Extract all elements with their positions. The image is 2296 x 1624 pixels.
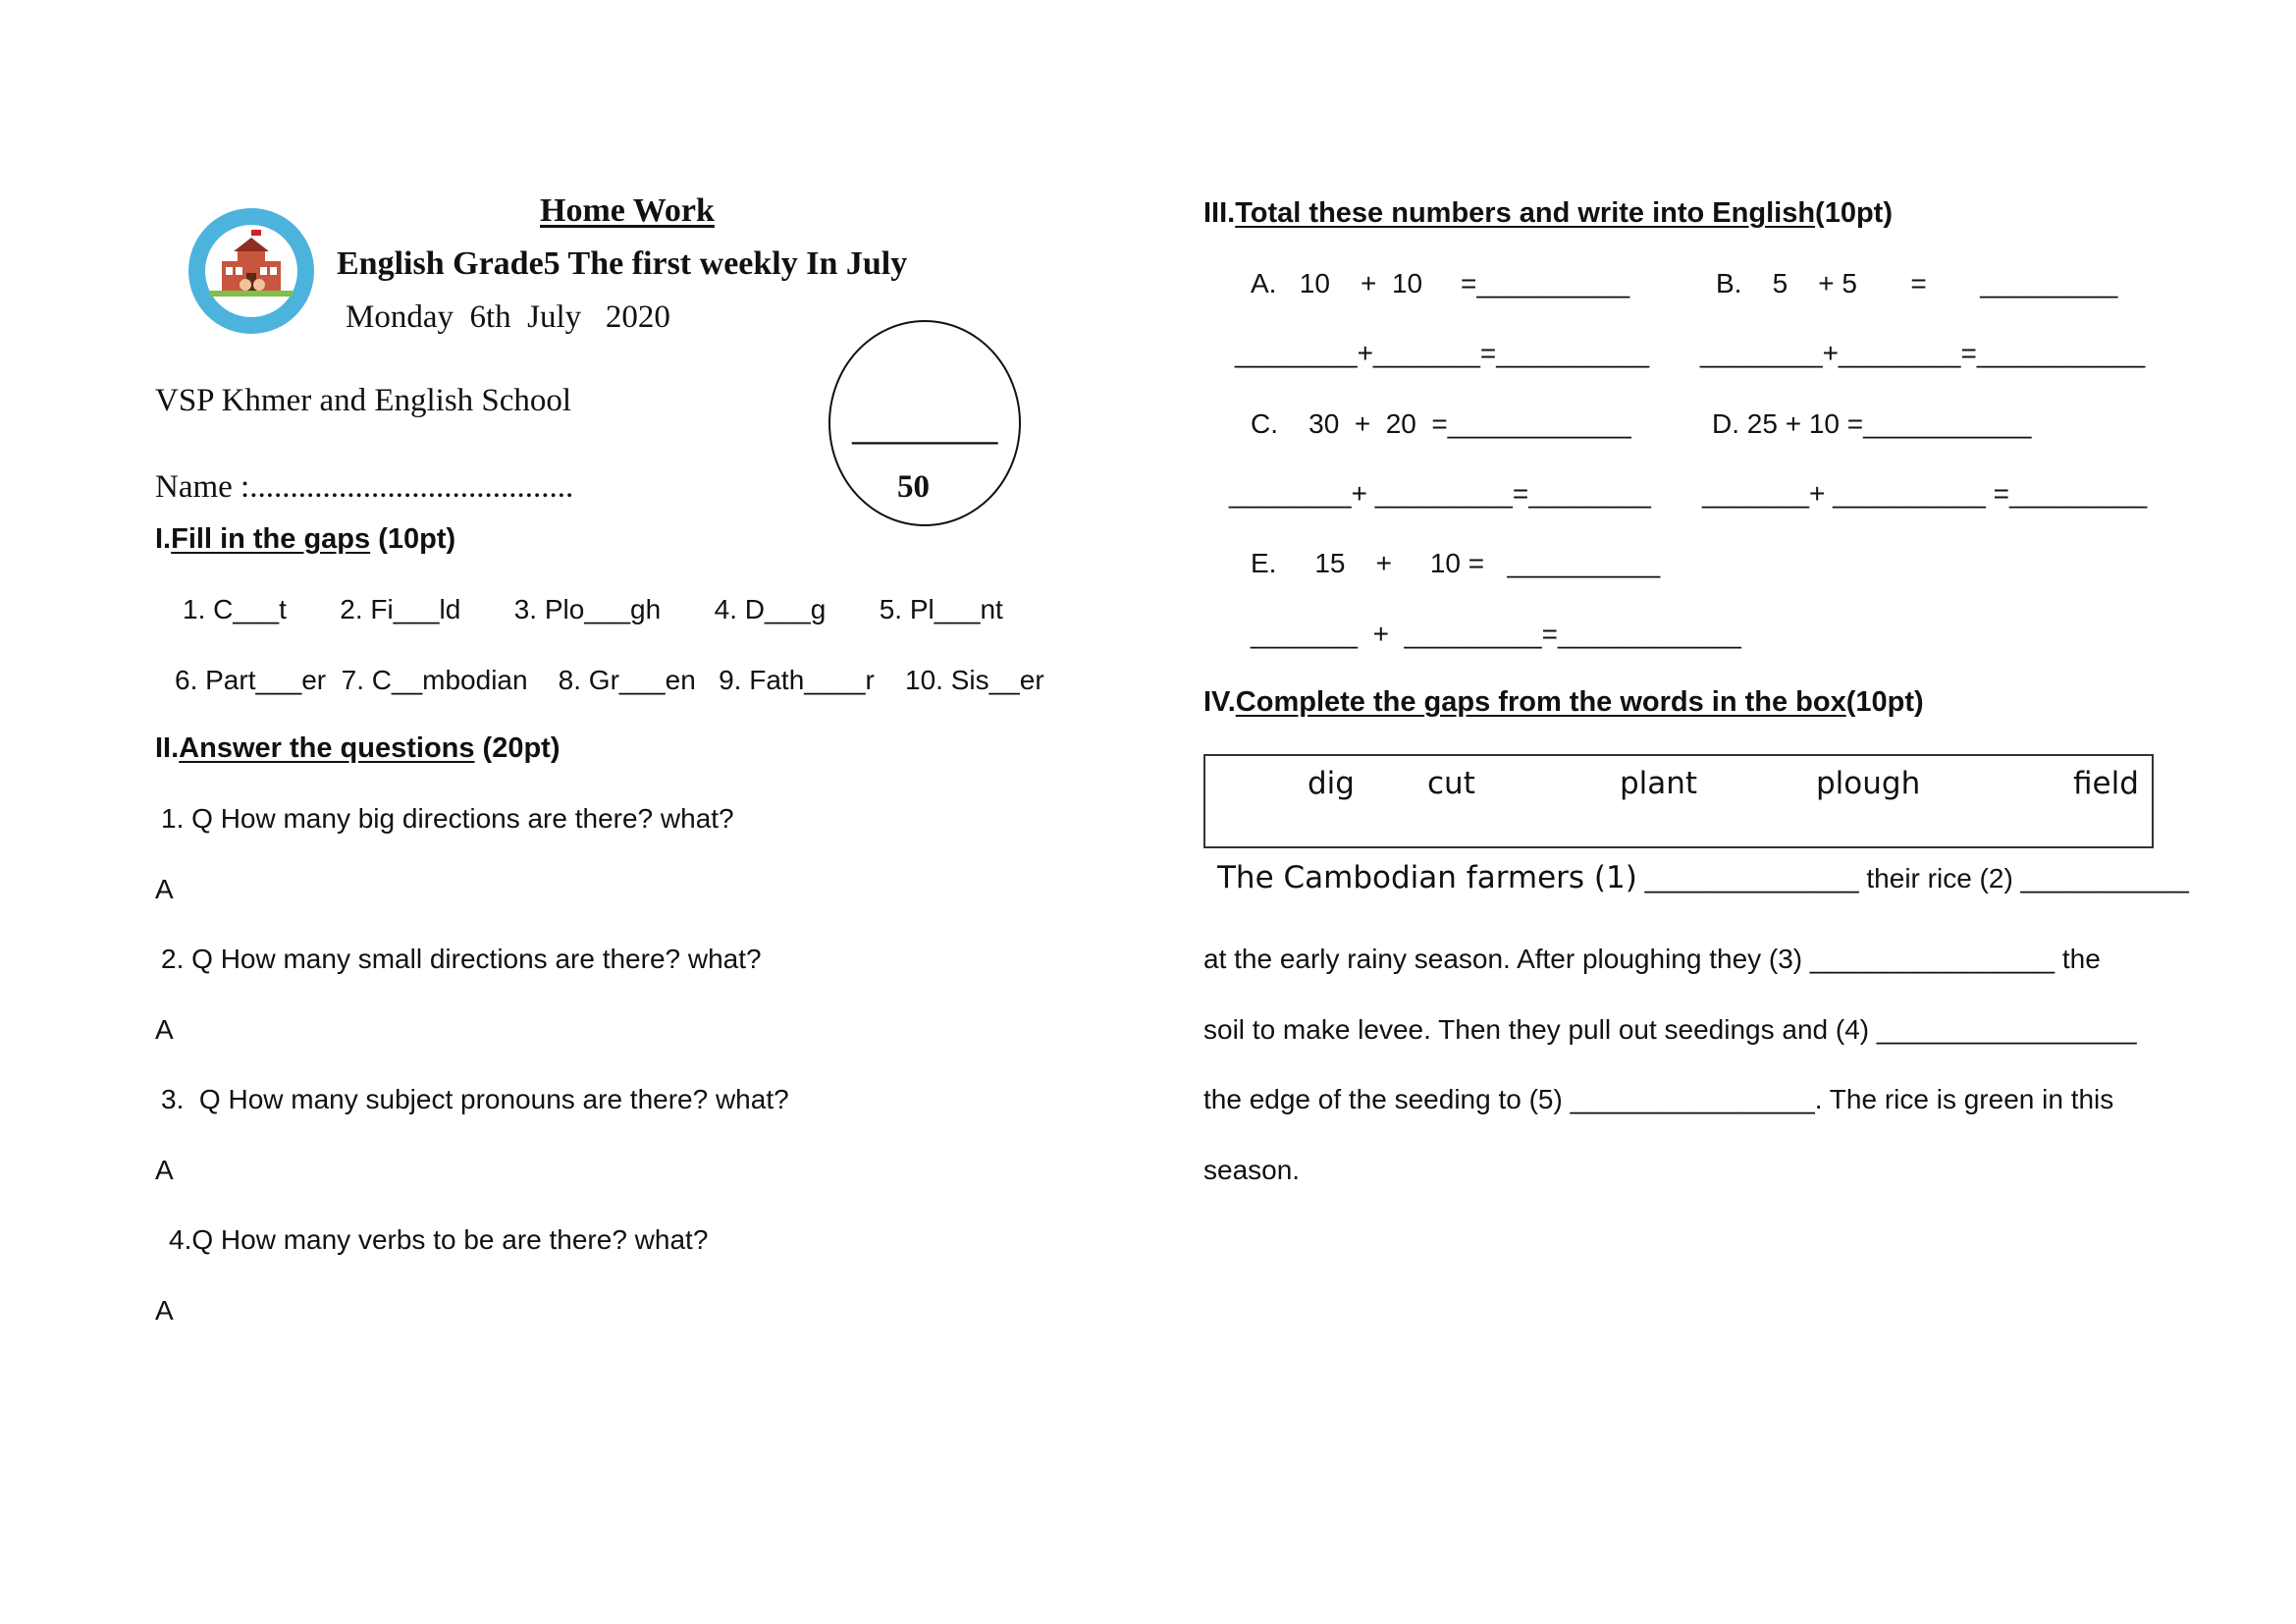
question-2: 2. Q How many small directions are there? what? — [161, 944, 762, 974]
sum-a: A. 10 + 10 =__________ — [1251, 268, 1630, 298]
word-plough: plough — [1816, 766, 1921, 801]
sum-e: E. 15 + 10 = __________ — [1251, 548, 1661, 578]
sum-a-line: ________+_______=__________ — [1235, 338, 1650, 368]
sum-d-line: _______+ __________ =_________ — [1702, 478, 2148, 509]
school-logo-icon — [187, 206, 316, 336]
name-field: Name :........................................ — [155, 469, 574, 505]
question-1: 1. Q How many big directions are there? what? — [161, 803, 734, 834]
answer-2: A — [155, 1014, 174, 1045]
page-title: Home Work — [540, 192, 715, 229]
word-dig: dig — [1308, 766, 1355, 801]
gaps-row-1: 1. C___t 2. Fi___ld 3. Plo___gh 4. D___g 5. Pl___nt — [183, 594, 1003, 624]
word-field: field — [2073, 766, 2139, 801]
question-3: 3. Q How many subject pronouns are there? what? — [161, 1084, 789, 1114]
section-4-heading: IV.Complete the gaps from the words in the box(10pt) — [1203, 686, 1924, 718]
sum-b: B. 5 + 5 = _________ — [1716, 268, 2118, 298]
section-1-heading: I.Fill in the gaps (10pt) — [155, 523, 456, 555]
score-total: 50 — [897, 469, 930, 505]
sum-d: D. 25 + 10 =___________ — [1712, 408, 2032, 439]
school-name: VSP Khmer and English School — [155, 383, 572, 418]
question-4: 4.Q How many verbs to be are there? what? — [169, 1224, 709, 1255]
word-plant: plant — [1620, 766, 1698, 801]
gaps-row-2: 6. Part___er 7. C__mbodian 8. Gr___en 9. Fath____r 10. Sis__er — [175, 665, 1044, 695]
sum-b-line: ________+________=___________ — [1700, 338, 2146, 368]
section-3-heading: III.Total these numbers and write into English(10pt) — [1203, 197, 1893, 229]
word-cut: cut — [1427, 766, 1475, 801]
sum-c-line: ________+ _________=________ — [1229, 478, 1651, 509]
passage-line-2: at the early rainy season. After ploughing they (3) ________________ the — [1203, 944, 2101, 974]
score-blank: _________ — [852, 412, 998, 448]
subtitle: English Grade5 The first weekly In July — [337, 245, 908, 282]
answer-3: A — [155, 1155, 174, 1185]
answer-4: A — [155, 1295, 174, 1326]
passage-line-4: the edge of the seeding to (5) ________________. The rice is green in this — [1203, 1084, 2114, 1114]
passage-line-3: soil to make levee. Then they pull out seedings and (4) _________________ — [1203, 1014, 2137, 1045]
passage-line-1: The Cambodian farmers (1) ______________ their rice (2) ___________ — [1217, 860, 2189, 895]
answer-1: A — [155, 874, 174, 904]
sum-e-line: _______ + _________=____________ — [1251, 619, 1741, 649]
passage-line-5: season. — [1203, 1155, 1301, 1185]
sum-c: C. 30 + 20 =____________ — [1251, 408, 1631, 439]
section-2-heading: II.Answer the questions (20pt) — [155, 732, 561, 764]
date-line: Monday 6th July 2020 — [346, 299, 670, 335]
